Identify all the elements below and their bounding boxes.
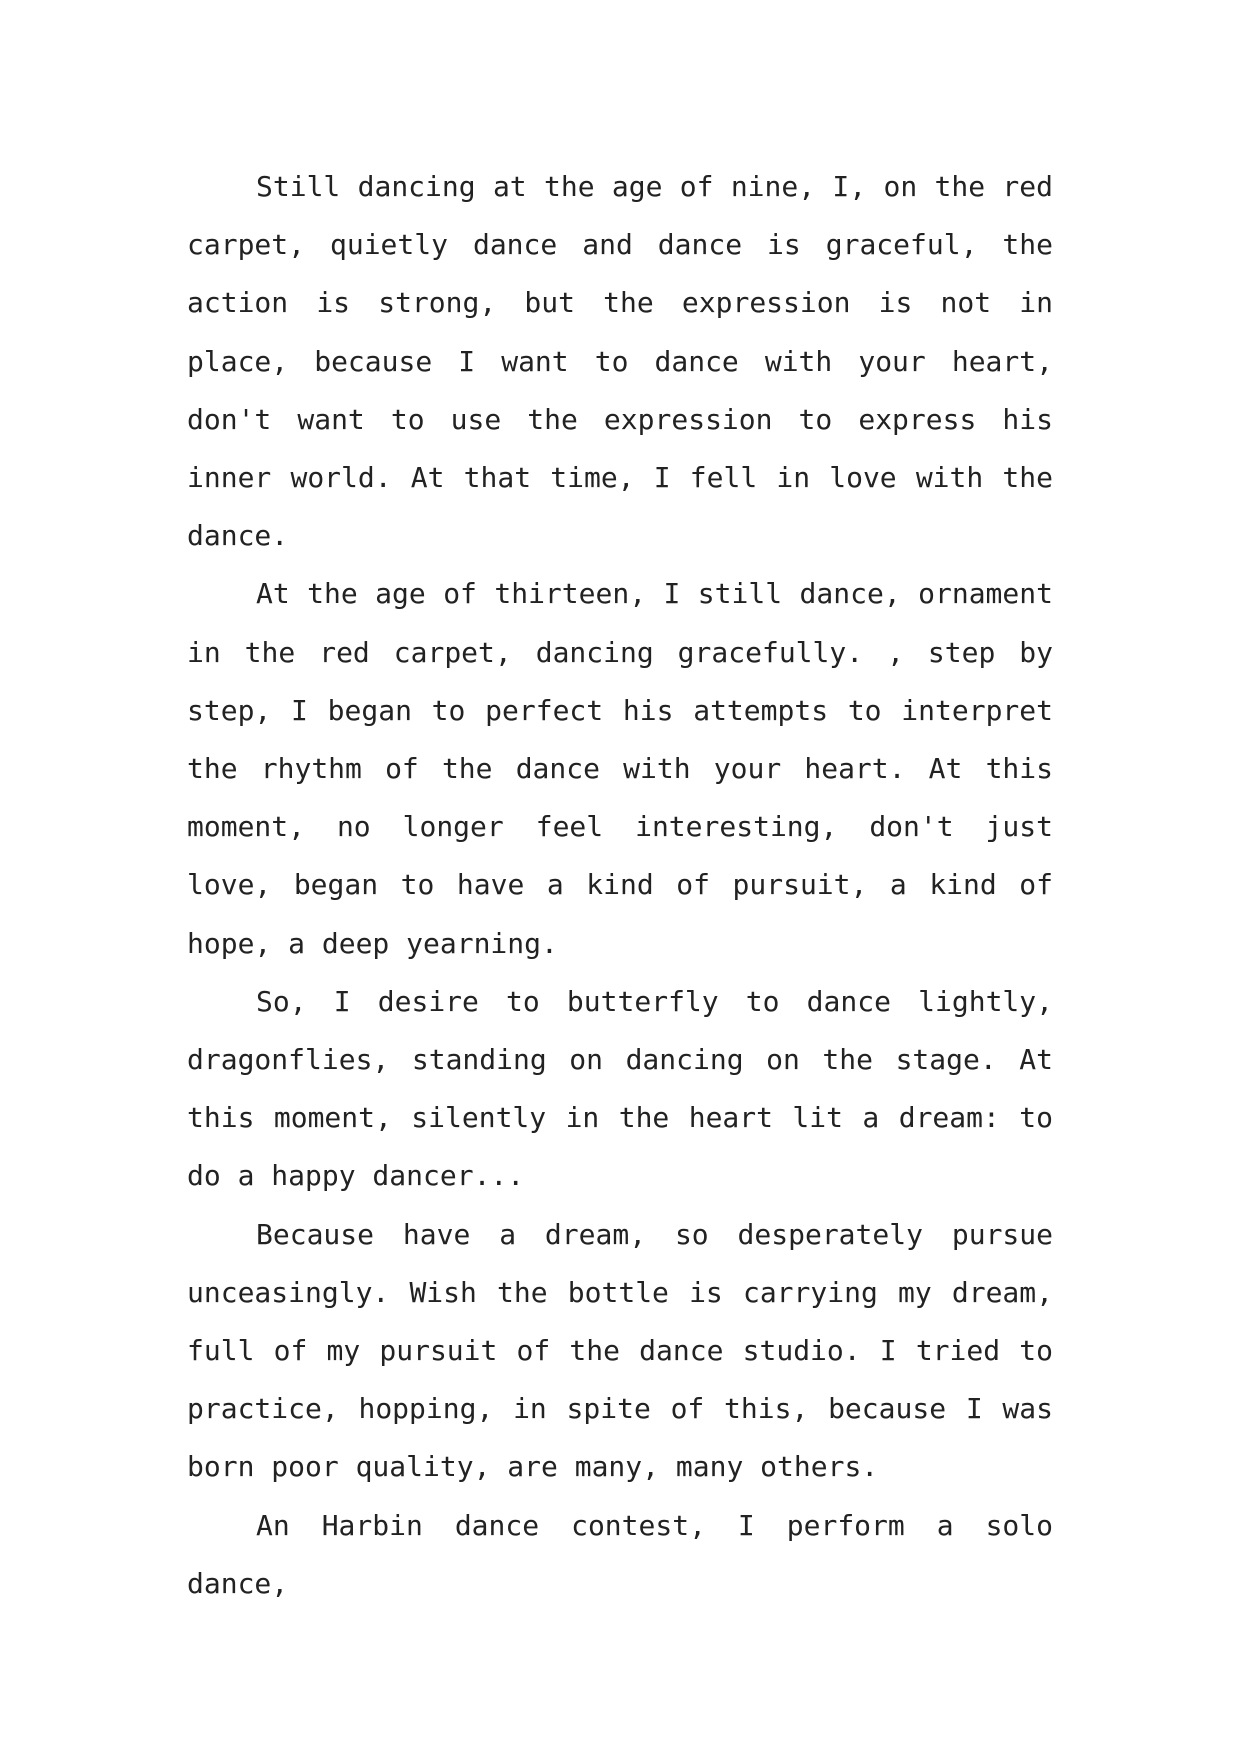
document-body <box>187 158 1053 1613</box>
paragraph-5: An Harbin dance contest, I perform a solo dance, <box>187 1508 1053 1600</box>
paragraph-3: So, I desire to butterfly to dance lightly, dragonflies, standing on dancing on the stage. At this moment, silently in the heart lit a dream: to do a happy dancer... <box>187 984 1053 1193</box>
paragraph-2: At the age of thirteen, I still dance, ornament in the red carpet, dancing gracefully. , step by step, I began to perfect his attempts to interpret the rhythm of the dance with your heart. At this moment, no longer feel interesting, don't just love, began to have a kind of pursuit, a kind of hope, a deep yearning. <box>187 577 1053 960</box>
paragraph-1: Still dancing at the age of nine, I, on the red carpet, quietly dance and dance is graceful, the action is strong, but the expression is not in place, because I want to dance with your heart, don't want to use the expression to express his inner world. At that time, I fell in love with the dance. <box>187 170 1053 553</box>
paragraph-4: Because have a dream, so desperately pursue unceasingly. Wish the bottle is carrying my dream, full of my pursuit of the dance studio. I tried to practice, hopping, in spite of this, because I was born poor quality, are many, many others. <box>187 1217 1053 1484</box>
